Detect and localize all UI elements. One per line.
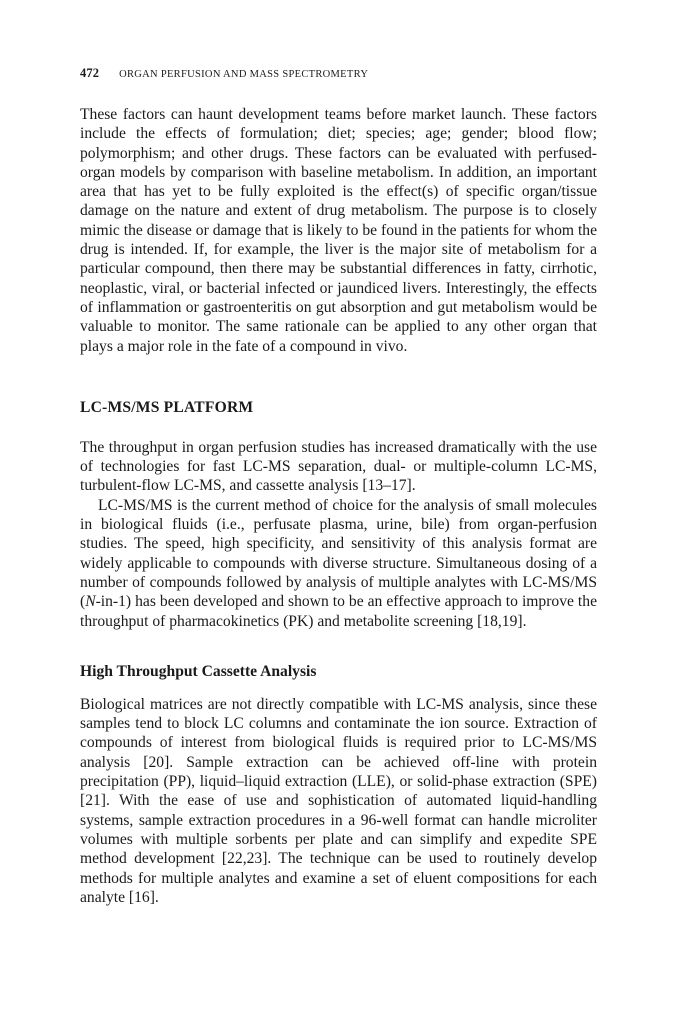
subsection-heading: High Throughput Cassette Analysis: [80, 662, 317, 680]
running-title: ORGAN PERFUSION AND MASS SPECTROMETRY: [119, 69, 369, 80]
subsection-paragraph: Biological matrices are not directly compatible with LC-MS analysis, since these samples tend to block LC columns and contaminate the ion source. Extraction of compounds of interest from biological fluids is required prior to LC-MS/MS analysis [20]. Sample extraction can be achieved off-line with protein precipitation (PP), liquid–liquid extraction (LLE), or solid-phase extraction (SPE) [21]. With the ease of use and sophistication of automated liquid-handling systems, sample extraction procedures in a 96-well format can handle microliter volumes with multiple sorbents per plate and can simplify and expedite SPE method development [22,23]. The technique can be used to routinely develop methods for multiple analytes and examine a set of eluent compositions for each analyte [16].: [80, 695, 597, 906]
section-body: [80, 438, 597, 631]
section-paragraph-1: The throughput in organ perfusion studies has increased dramatically with the use of technologies for fast LC-MS separation, dual- or multiple-column LC-MS, turbulent-flow LC-MS, and cassette analysis [13–17].: [80, 438, 597, 495]
intro-paragraph: These factors can haunt development teams before market launch. These factors include the effects of formulation; diet; species; age; gender; blood flow; polymorphism; and other drugs. These factors can be evaluated with perfused-organ models by comparison with baseline metabolism. In addition, an important area that has yet to be fully exploited is the effect(s) of specific organ/tissue damage on the nature and extent of drug metabolism. The purpose is to closely mimic the disease or damage that is likely to be found in the patients for whom the drug is intended. If, for example, the liver is the major site of metabolism for a particular compound, then there may be substantial differences in fatty, cirrhotic, neoplastic, viral, or bacterial infected or jaundiced livers. Interestingly, the effects of inflammation or gastroenteritis on gut absorption and gut metabolism would be valuable to monitor. The same rationale can be applied to any other organ that plays a major role in the fate of a compound in vivo.: [80, 106, 597, 355]
subsection-body: [80, 695, 597, 907]
running-head: [80, 66, 597, 86]
section-heading: LC-MS/MS PLATFORM: [80, 398, 254, 416]
page-number: 472: [80, 66, 100, 80]
book-page: [80, 66, 597, 907]
paragraph-2-text-after: -in-1) has been developed and shown to be an effective approach to improve the throughput of pharmacokinetics (PK) and metabolite screening [18,19].: [80, 593, 597, 630]
paragraph-2-italic-n: N: [85, 593, 96, 611]
paragraph-2-text-before: LC-MS/MS is the current method of choice for the analysis of small molecules in biological fluids (i.e., perfusate plasma, urine, bile) from organ-perfusion studies. The speed, high specificity, and sensitivity of this analysis format are widely applicable to compounds with diverse structure. Simultaneous dosing of a number of compounds followed by analysis of multiple analytes with LC-MS/MS (: [80, 496, 597, 611]
section-paragraph-2: [80, 496, 597, 631]
